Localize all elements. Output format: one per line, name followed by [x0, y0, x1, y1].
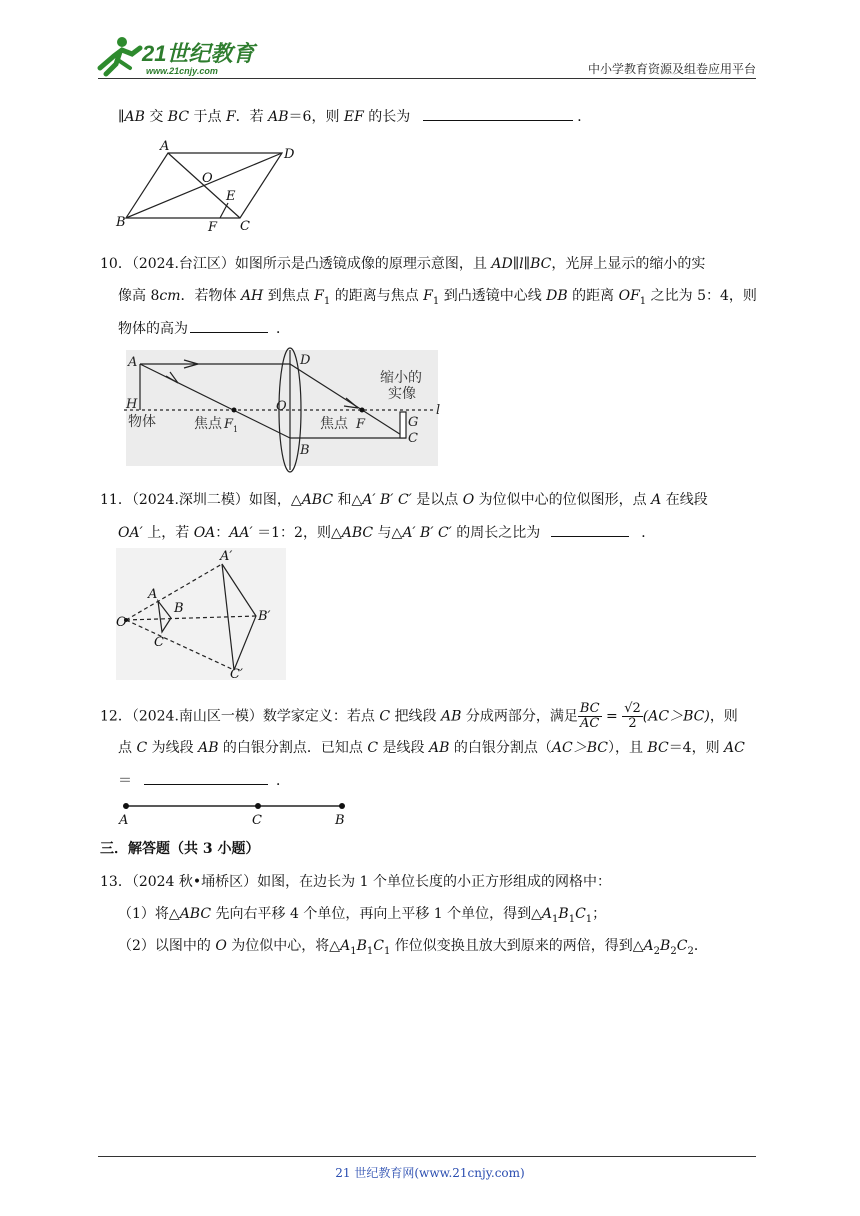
q12-line3: ＝ ．: [118, 770, 290, 791]
q11-answer-blank[interactable]: [551, 522, 629, 537]
q9-label-F: F: [208, 220, 218, 234]
q12-label-C: C: [252, 813, 262, 828]
q9-answer-blank[interactable]: [423, 106, 573, 121]
q11-label-A-prime: A′: [220, 549, 233, 564]
q12-line2: 点 C 为线段 AB 的白银分割点．已知点 C 是线段 AB 的白银分割点（AC＞BC），且 BC＝4，则 AC: [118, 740, 745, 756]
site-logo: [92, 34, 262, 78]
q10-label-C: C: [408, 431, 418, 446]
q9-label-O: O: [202, 171, 213, 186]
q11-label-C-prime: C′: [230, 667, 243, 680]
header-right-text: 中小学教育资源及组卷应用平台: [587, 62, 756, 76]
q10-label-object: 物体: [128, 414, 156, 430]
q12-fraction-sqrt2: $\frac{√2}{2}$: [624, 701, 641, 731]
q11-line2: OA′ 上，若 OA：AA′ ＝1：2，则△ABC 与△A′ B′ C′ 的周长之比为 ．: [118, 522, 655, 543]
q10-label-l: l: [436, 403, 441, 418]
q11-label-C: C: [154, 635, 164, 650]
q9-label-B: B: [116, 215, 126, 230]
q10-line3: 物体的高为 ．: [118, 318, 290, 339]
q10-label-F1: F: [224, 417, 234, 432]
q12-answer-blank[interactable]: [144, 770, 268, 785]
q11-label-A: A: [148, 587, 158, 602]
q13-line1: 13．（2024 秋•埇桥区）如图，在边长为 1 个单位长度的小正方形组成的网格中：: [100, 874, 611, 890]
footer-divider: [98, 1156, 756, 1157]
q11-line1: 11．（2024.深圳二模）如图，△ABC 和△A′ B′ C′ 是以点 O 为位似中心的位似图形，点 A 在线段: [100, 492, 708, 508]
q10-label-focus2: 焦点: [320, 416, 348, 432]
q10-label-O: O: [276, 399, 287, 414]
q11-label-O: O: [116, 615, 127, 630]
q12-label-A: A: [119, 813, 129, 828]
q10-label-A: A: [128, 355, 138, 370]
logo-url: www.21cnjy.com: [146, 66, 218, 76]
q9-label-D: D: [284, 147, 295, 162]
q9-label-E: E: [226, 189, 236, 204]
q12-segment-figure: [116, 796, 356, 832]
q10-label-F: F: [356, 417, 366, 432]
q12-line1: 12．（2024.南山区一模）数学家定义：若点 C 把线段 AB 分成两部分，满足 $\frac{BC}{AC}$ = $\frac{√2}{2}$ (AC＞BC)，则: [100, 701, 738, 731]
q10-label-image2: 实像: [388, 386, 416, 402]
q12-fraction: $\frac{BC}{AC}$: [579, 701, 600, 731]
q10-label-H: H: [126, 397, 138, 412]
q9-figure: [112, 138, 302, 238]
q11-label-B-prime: B′: [258, 609, 271, 624]
q10-label-F1sub: 1: [233, 425, 239, 434]
q11-label-B: B: [174, 601, 184, 616]
q9-label-A: A: [160, 139, 170, 154]
runner-icon: [100, 37, 140, 74]
section-heading: 三．解答题（共 3 小题）: [100, 841, 260, 857]
q13-part1: （1）将△ABC 先向右平移 4 个单位，再向上平移 1 个单位，得到$\triangle A_1B_1C_1$；: [118, 906, 607, 925]
q13-part2: （2）以图中的 O 为位似中心，将$\triangle A_1B_1C_1$ 作位似变换且放大到原来的两倍，得到$\triangle A_2B_2C_2$．: [118, 938, 708, 957]
q10-label-B: B: [300, 443, 310, 458]
q10-figure: [118, 346, 448, 484]
q10-label-D: D: [300, 353, 311, 368]
q10-line2: 像高 8cm．若物体 AH 到焦点 $F_1$ 的距离与焦点 $F_1$ 到凸透镜中心线 DB 的距离 $OF_1$ 之比为 5：4，则: [118, 288, 757, 307]
q10-line1: 10．（2024.台江区）如图所示是凸透镜成像的原理示意图，且 AD∥l∥BC，光屏上显示的缩小的实: [100, 256, 706, 272]
q10-label-focus1: 焦点: [194, 416, 222, 432]
q10-answer-blank[interactable]: [190, 318, 268, 333]
q12-label-B: B: [335, 813, 345, 828]
q10-label-G: G: [408, 415, 419, 430]
footer-link[interactable]: 21 世纪教育网(www.21cnjy.com): [335, 1166, 525, 1180]
q9-text: ∥AB 交 BC 于点 F．若 AB＝6，则 EF 的长为 ．: [118, 106, 591, 127]
header-divider: [98, 78, 756, 79]
q11-figure: [116, 548, 286, 684]
logo-text: 21世纪教育: [142, 41, 255, 66]
q10-label-image1: 缩小的: [380, 370, 422, 386]
q9-label-C: C: [240, 219, 250, 234]
